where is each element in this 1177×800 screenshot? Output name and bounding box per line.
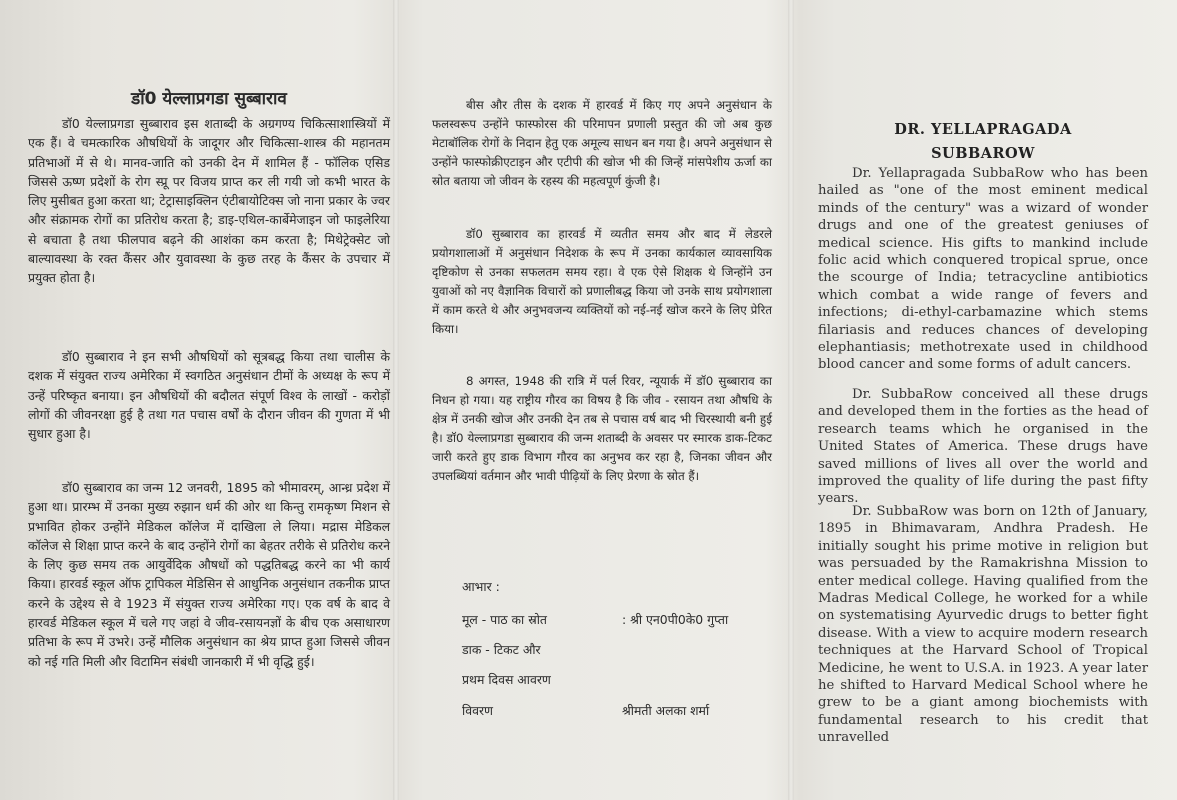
english-title-line-1: DR. YELLAPRAGADA bbox=[894, 121, 1072, 138]
credits-row-2-label: डाक - टिकट और bbox=[462, 642, 541, 657]
credits-heading: आभार : bbox=[462, 579, 500, 594]
credits-row-3-label: प्रथम दिवस आवरण bbox=[462, 672, 551, 687]
credits-row-1-label: मूल - पाठ का स्रोत bbox=[462, 612, 547, 627]
english-paragraph-2: Dr. SubbaRow conceived all these drugs and developed them in the forties as the head of research teams which he organised in the United States of America. These drugs have saved millions of lives all over the world and improved the quality of life during the past fifty years. bbox=[818, 387, 1148, 507]
credits-row-1-value: : श्री एन0पी0के0 गुप्ता bbox=[622, 612, 729, 627]
english-paragraph-1: Dr. Yellapragada SubbaRow who has been hailed as "one of the most eminent medical minds of the century" was a wizard of wonder drugs and one of the greatest geniuses of medical science. His gifts to mankind include folic acid which conquered tropical sprue, once the scourge of India; tetracycline antibiotics which combat a wide range of fevers and infections; di-ethyl-carbamazine which stems filariasis and reduces chances of developing elephantiasis; methotrexate used in childhood blood cancer and some forms of adult cancers. bbox=[818, 166, 1148, 373]
hindi-paragraph-1: डॉ0 येल्लाप्रगडा सुब्बाराव इस शताब्दी के अग्रगण्य चिकित्साशास्त्रियों में एक हैं। वे चमत्कारिक औषधियों के जादूगर और चिकित्सा-शास्त्र की महानतम प्रतिभाओं में से थे। मानव-जाति को उनकी देन में शामिल हैं - फॉलिक एसिड जिससे ऊष्ण प्रदेशों के रोग स्प्रू पर विजय प्राप्त कर ली गयी जो कभी भारत के लिए मुसीबत हुआ करता था; टेट्रासाइक्लिन एंटीबायोटिक्स जो नाना प्रकार के ज्वर और संक्रामक रोगों का प्रतिरोध करता है; डाइ-एथिल-कार्बेमेजाइन जो फाइलेरिया से बचाता है तथा फीलपाव बढ़ने की आशंका कम करता है; मिथेट्रेक्सेट जो बाल्यावस्था के रक्त कैंसर और युवावस्था के कुछ तरह के कैंसर के उपचार में प्रयुक्त होता है। bbox=[28, 116, 390, 286]
middle-paragraph-1: बीस और तीस के दशक में हारवर्ड में किए गए अपने अनुसंधान के फलस्वरूप उन्होंने फास्फोरस की परिमापन प्रणाली प्रस्तुत की जो अब कुछ मेटाबॉलिक रोगों के निदान हेतु एक अमूल्य साधन बन गया है। अपने अनुसंधान से उन्होंने फास्फोक्रीएटाइन और एटीपी की खोज भी की जिन्हें मांसपेशीय ऊर्जा का स्रोत बताया जो जीवन के रहस्य की महत्वपूर्ण कुंजी है। bbox=[432, 98, 772, 188]
english-title bbox=[818, 118, 1148, 166]
middle-paragraph-2: डॉ0 सुब्बाराव का हारवर्ड में व्यतीत समय और बाद में लेडरले प्रयोगशालाओं में अनुसंधान निदेशक के रूप में उनका कार्यकाल व्यावसायिक दृष्टिकोण से उनका सफलतम समय रहा। वे एक ऐसे शिक्षक थे जिन्होंने उन युवाओं को नए वैज्ञानिक विचारों को प्रणालीबद्ध किया जो उनके साथ प्रयोगशाला में काम करते थे और अनुभवजन्य व्यक्तियों को नई-नई खोज करने के लिए प्रेरित किया। bbox=[432, 227, 772, 336]
hindi-paragraph-3: डॉ0 सुब्बाराव का जन्म 12 जनवरी, 1895 को भीमावरम्, आन्ध्र प्रदेश में हुआ था। प्रारम्भ में उनका मुख्य रुझान धर्म की ओर था किन्तु रामकृष्ण मिशन से प्रभावित होकर उन्होंने मेडिकल कॉलेज में दाखिला ले लिया। मद्रास मेडिकल कॉलेज से शिक्षा प्राप्त करने के बाद उन्होंने रोगों का बेहतर तरीके से प्रतिरोध करने के लिए कुछ समय तक आयुर्वेदिक औषधों को पद्धतिबद्ध करने का भी कार्य किया। हारवर्ड स्कूल ऑफ ट्रापिकल मेडिसिन से आधुनिक अनुसंधान तकनीक प्राप्त करने के उद्देश्य से वे 1923 में संयुक्त राज्य अमेरिका गए। एक वर्ष के बाद वे हारवर्ड मेडिकल स्कूल में चले गए जहां वे जीव-रसायनज्ञों के बीच एक असाधारण प्रतिभा के रूप में उभरे। उन्हें मौलिक अनुसंधान का श्रेय प्राप्त हुआ जिससे जीवन को नई गति मिली और विटामिन संबंधी जानकारी में भी वृद्धि हुई। bbox=[28, 480, 390, 669]
middle-paragraph-3: 8 अगस्त, 1948 की रात्रि में पर्ल रिवर, न्यूयार्क में डॉ0 सुब्बाराव का निधन हो गया। यह राष्ट्रीय गौरव का विषय है कि जीव - रसायन तथा औषधि के क्षेत्र में उनकी खोज और उनकी देन तब से पचास वर्ष बाद भी चिरस्थायी बनी हुई है। डॉ0 येल्लाप्रगडा सुब्बाराव की जन्म शताब्दी के अवसर पर स्मारक डाक-टिकट जारी करते हुए डाक विभाग गौरव का अनुभव कर रहा है, जिनका जीवन और उपलब्धियां वर्तमान और भावी पीढ़ियों के लिए प्रेरणा के स्रोत हैं। bbox=[432, 374, 772, 483]
hindi-title: डॉ0 येल्लाप्रगडा सुब्बाराव bbox=[131, 89, 287, 109]
fold-line bbox=[788, 0, 794, 800]
english-paragraph-3: Dr. SubbaRow was born on 12th of January, 1895 in Bhimavaram, Andhra Pradesh. He initially sought his prime motive in religion but was persuaded by the Ramakrishna Mission to enter medical college. Having qualified from the Madras Medical College, he worked for a while on systematising Ayurvedic drugs to better fight disease. With a view to acquire modern research techniques at the Harvard School of Tropical Medicine, he went to U.S.A. in 1923. A year later he shifted to Harvard Medical School where he grew to be a giant among biochemists with fundamental research to his credit that unravelled bbox=[818, 504, 1148, 746]
credits-row-4-value: श्रीमती अलका शर्मा bbox=[622, 703, 710, 718]
english-title-line-2: SUBBAROW bbox=[931, 145, 1035, 162]
hindi-paragraph-2: डॉ0 सुब्बाराव ने इन सभी औषधियों को सूत्रबद्ध किया तथा चालीस के दशक में संयुक्त राज्य अमेरिका में स्वगठित अनुसंधान टीमों के अध्यक्ष के रूप में उन्हें परिष्कृत बनाया। इन औषधियों की बदौलत संपूर्ण विश्व के लाखों - करोड़ों लोगों की जीवनरक्षा हुई है तथा गत पचास वर्षों के दौरान जीवन की गुणता में भी सुधार हुआ है। bbox=[28, 349, 390, 442]
acknowledgements bbox=[462, 578, 772, 728]
fold-line bbox=[393, 0, 399, 800]
credits-row-4-label: विवरण bbox=[462, 703, 494, 718]
